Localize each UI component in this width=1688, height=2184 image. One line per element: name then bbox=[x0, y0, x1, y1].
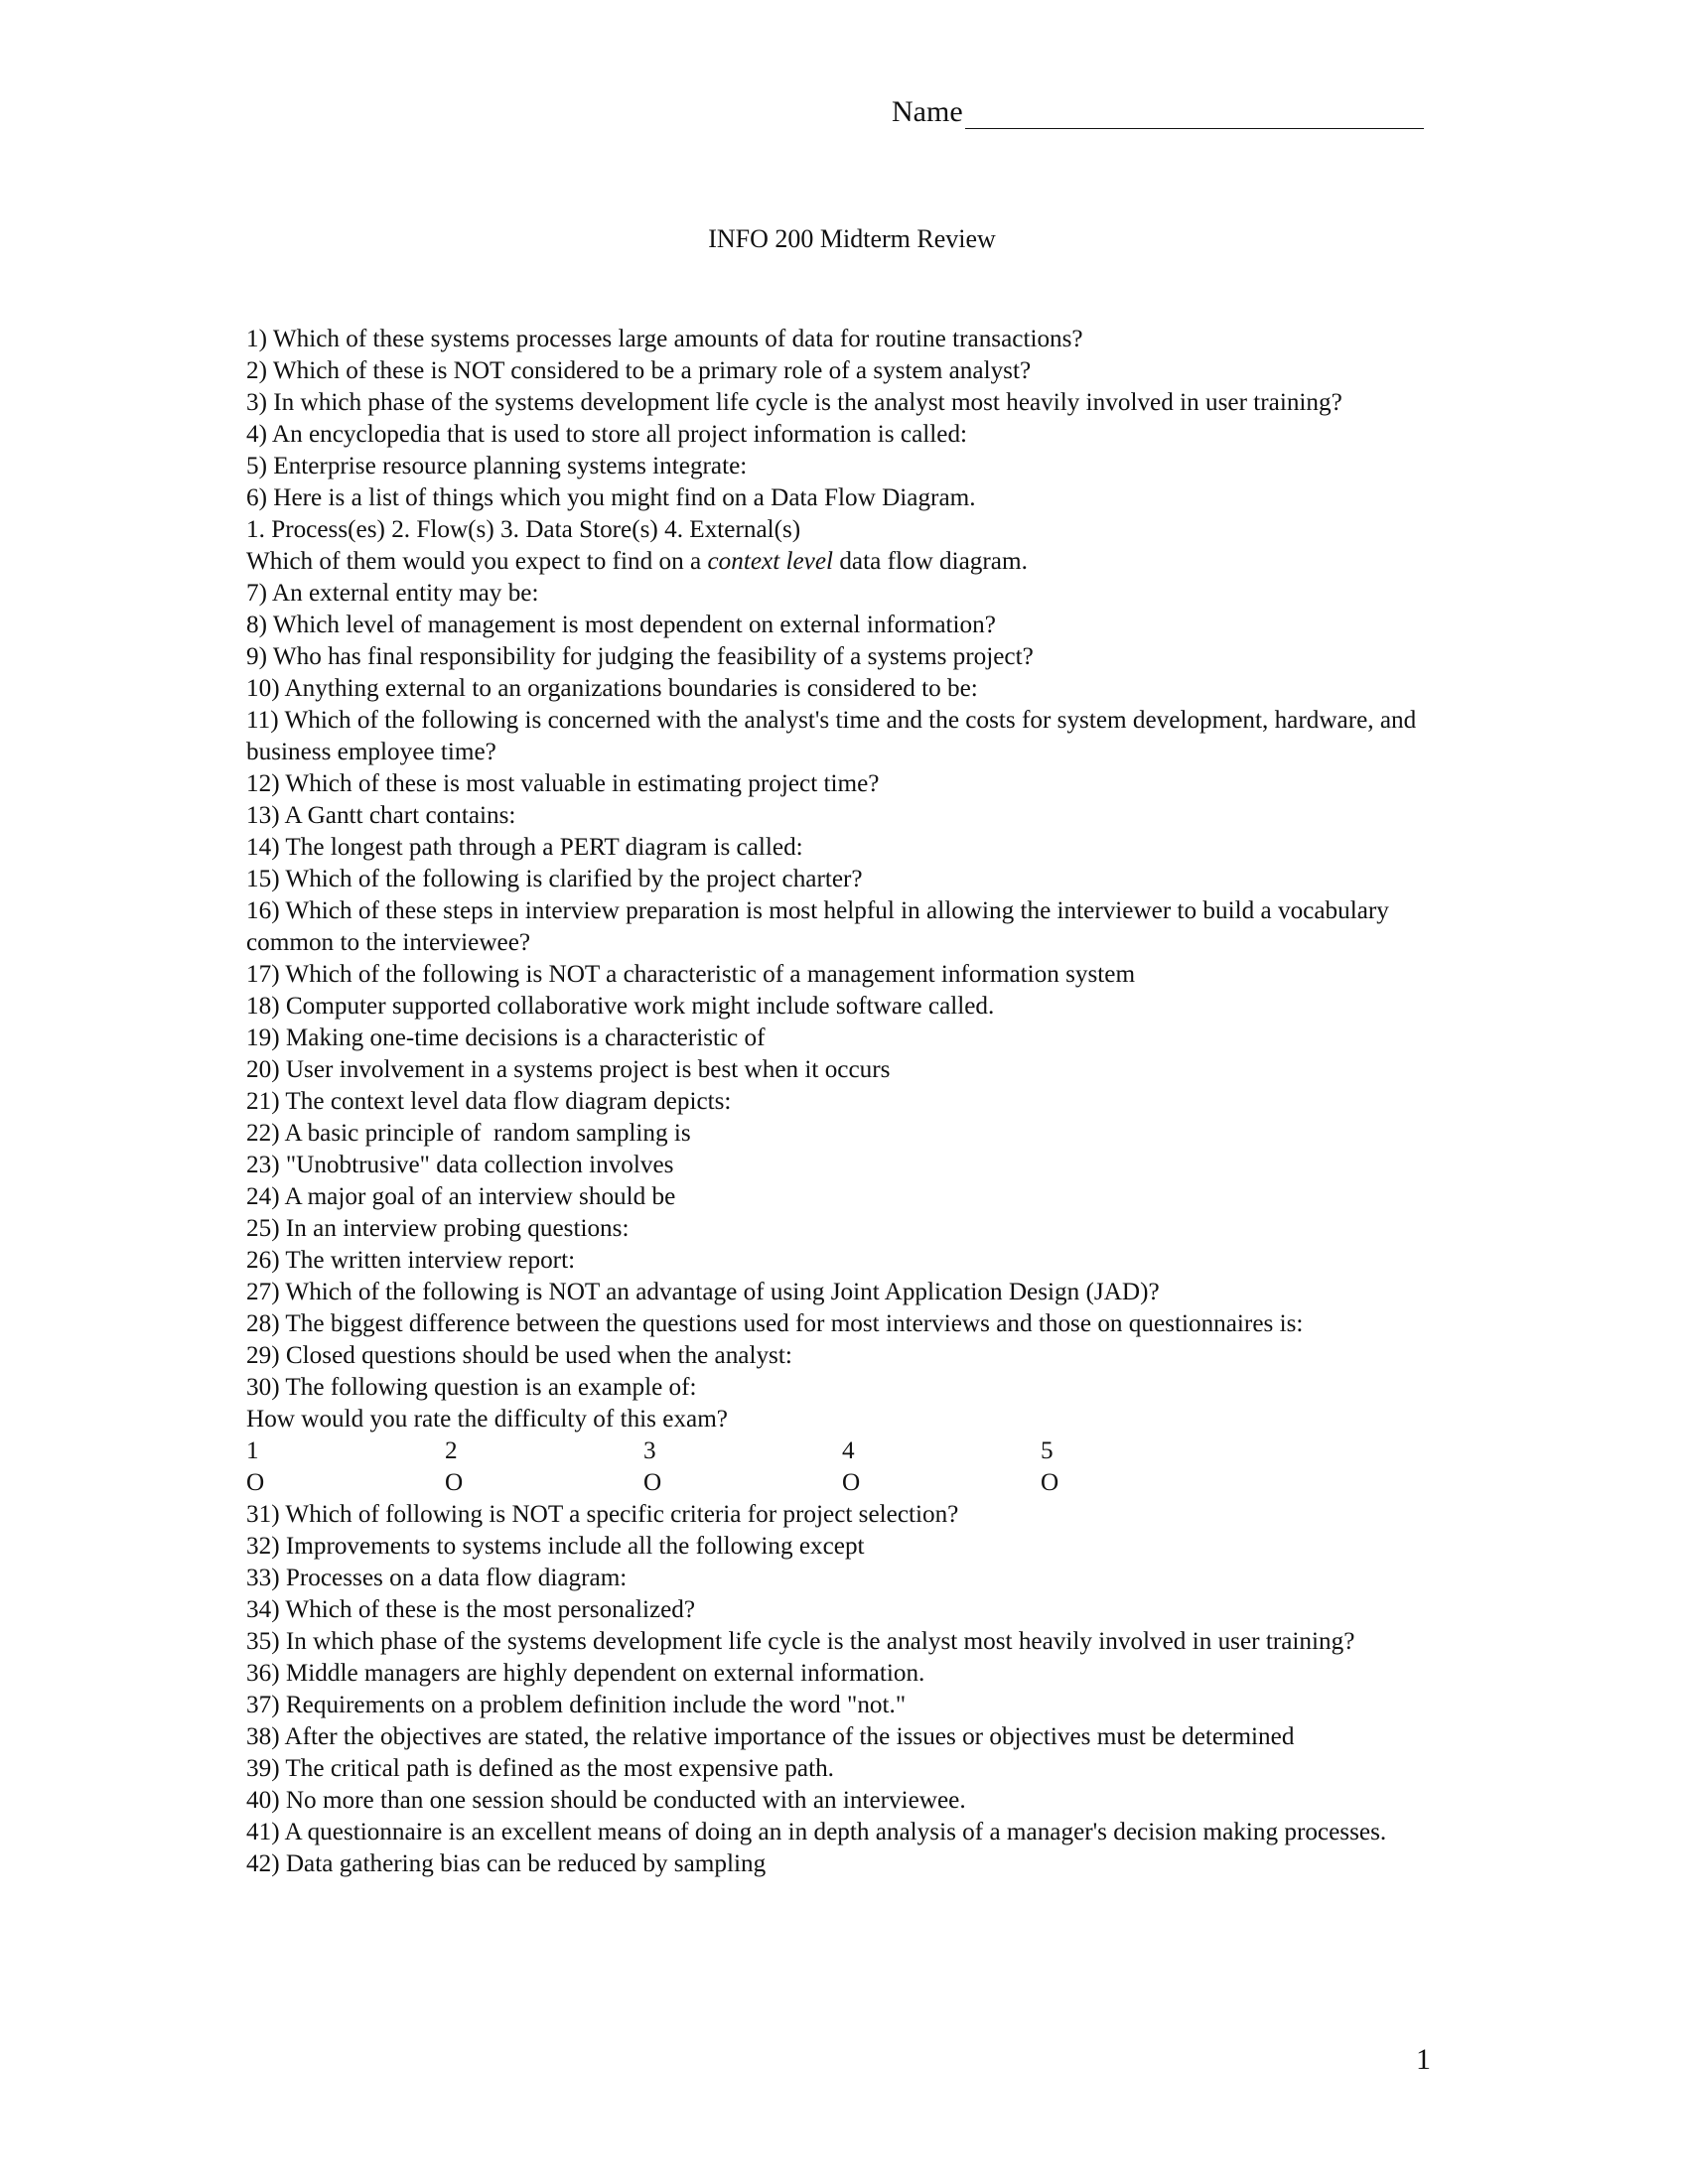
question-6-follow-emphasis: context level bbox=[707, 548, 834, 575]
question-12: 12) Which of these is most valuable in estimating project time? bbox=[246, 770, 880, 797]
question-40: 40) No more than one session should be conducted with an interviewee. bbox=[246, 1787, 966, 1814]
question-13: 13) A Gantt chart contains: bbox=[246, 802, 516, 829]
question-22: 22) A basic principle of random sampling is bbox=[246, 1120, 691, 1147]
question-34: 34) Which of these is the most personalized? bbox=[246, 1596, 696, 1623]
question-29: 29) Closed questions should be used when the analyst: bbox=[246, 1342, 792, 1369]
question-4: 4) An encyclopedia that is used to store all project information is called: bbox=[246, 421, 968, 448]
question-28: 28) The biggest difference between the questions used for most interviews and those on questionnaires is: bbox=[246, 1310, 1304, 1337]
question-37: 37) Requirements on a problem definition include the word "not." bbox=[246, 1692, 907, 1718]
rating-number-4: 4 bbox=[842, 1437, 855, 1464]
rating-scale-numbers bbox=[246, 1435, 1418, 1467]
question-8: 8) Which level of management is most dependent on external information? bbox=[246, 612, 996, 638]
name-blank-line bbox=[965, 96, 1424, 129]
question-23: 23) "Unobtrusive" data collection involves bbox=[246, 1152, 674, 1178]
question-33: 33) Processes on a data flow diagram: bbox=[246, 1565, 628, 1591]
question-6-follow-pre: Which of them would you expect to find on a bbox=[246, 548, 708, 575]
question-6-items: 1. Process(es) 2. Flow(s) 3. Data Store(s) 4. External(s) bbox=[246, 516, 801, 543]
name-label: Name bbox=[892, 95, 963, 128]
question-16: 16) Which of these steps in interview preparation is most helpful in allowing the interviewer to build a vocabulary common to the interviewee? bbox=[246, 897, 1389, 956]
rating-option-5: O bbox=[1041, 1469, 1059, 1496]
question-9: 9) Who has final responsibility for judging the feasibility of a systems project? bbox=[246, 643, 1034, 670]
question-6: 6) Here is a list of things which you might find on a Data Flow Diagram. bbox=[246, 484, 976, 511]
question-26: 26) The written interview report: bbox=[246, 1247, 576, 1274]
question-35: 35) In which phase of the systems development life cycle is the analyst most heavily involved in user training? bbox=[246, 1628, 1355, 1655]
question-30-prompt: How would you rate the difficulty of this exam? bbox=[246, 1406, 728, 1433]
page-title: INFO 200 Midterm Review bbox=[708, 224, 996, 253]
question-30: 30) The following question is an example of: bbox=[246, 1374, 697, 1401]
rating-option-4: O bbox=[842, 1469, 861, 1496]
question-21: 21) The context level data flow diagram depicts: bbox=[246, 1088, 732, 1115]
rating-option-1: O bbox=[246, 1469, 265, 1496]
question-7: 7) An external entity may be: bbox=[246, 580, 539, 607]
question-17: 17) Which of the following is NOT a characteristic of a management information system bbox=[246, 961, 1136, 988]
question-10: 10) Anything external to an organizations boundaries is considered to be: bbox=[246, 675, 978, 702]
rating-option-3: O bbox=[643, 1469, 662, 1496]
rating-number-2: 2 bbox=[445, 1437, 458, 1464]
question-18: 18) Computer supported collaborative work might include software called. bbox=[246, 993, 995, 1020]
question-39: 39) The critical path is defined as the most expensive path. bbox=[246, 1755, 834, 1782]
question-24: 24) A major goal of an interview should be bbox=[246, 1183, 676, 1210]
question-1: 1) Which of these systems processes large amounts of data for routine transactions? bbox=[246, 326, 1083, 352]
question-41: 41) A questionnaire is an excellent means of doing an in depth analysis of a manager's decision making processes. bbox=[246, 1819, 1387, 1845]
rating-scale-options bbox=[246, 1467, 1418, 1499]
rating-number-3: 3 bbox=[643, 1437, 656, 1464]
question-36: 36) Middle managers are highly dependent on external information. bbox=[246, 1660, 925, 1687]
question-19: 19) Making one-time decisions is a characteristic of bbox=[246, 1024, 766, 1051]
question-25: 25) In an interview probing questions: bbox=[246, 1215, 630, 1242]
question-42: 42) Data gathering bias can be reduced by sampling bbox=[246, 1850, 767, 1877]
question-20: 20) User involvement in a systems project is best when it occurs bbox=[246, 1056, 891, 1083]
question-6-follow-post: data flow diagram. bbox=[833, 548, 1028, 575]
name-field bbox=[892, 95, 1424, 129]
question-2: 2) Which of these is NOT considered to be a primary role of a system analyst? bbox=[246, 357, 1032, 384]
rating-number-5: 5 bbox=[1041, 1437, 1054, 1464]
rating-number-1: 1 bbox=[246, 1437, 259, 1464]
question-5: 5) Enterprise resource planning systems integrate: bbox=[246, 453, 748, 479]
question-list bbox=[246, 324, 1418, 1880]
question-32: 32) Improvements to systems include all the following except bbox=[246, 1533, 865, 1560]
question-31: 31) Which of following is NOT a specific criteria for project selection? bbox=[246, 1501, 959, 1528]
question-6-follow bbox=[246, 546, 1418, 578]
question-38: 38) After the objectives are stated, the relative importance of the issues or objectives must be determined bbox=[246, 1723, 1295, 1750]
rating-option-2: O bbox=[445, 1469, 464, 1496]
question-15: 15) Which of the following is clarified by the project charter? bbox=[246, 866, 863, 892]
question-14: 14) The longest path through a PERT diagram is called: bbox=[246, 834, 803, 861]
page-number: 1 bbox=[1416, 2043, 1431, 2076]
question-27: 27) Which of the following is NOT an advantage of using Joint Application Design (JAD)? bbox=[246, 1279, 1160, 1305]
question-3: 3) In which phase of the systems development life cycle is the analyst most heavily involved in user training? bbox=[246, 389, 1342, 416]
question-11: 11) Which of the following is concerned with the analyst's time and the costs for system development, hardware, and business employee time? bbox=[246, 707, 1417, 765]
